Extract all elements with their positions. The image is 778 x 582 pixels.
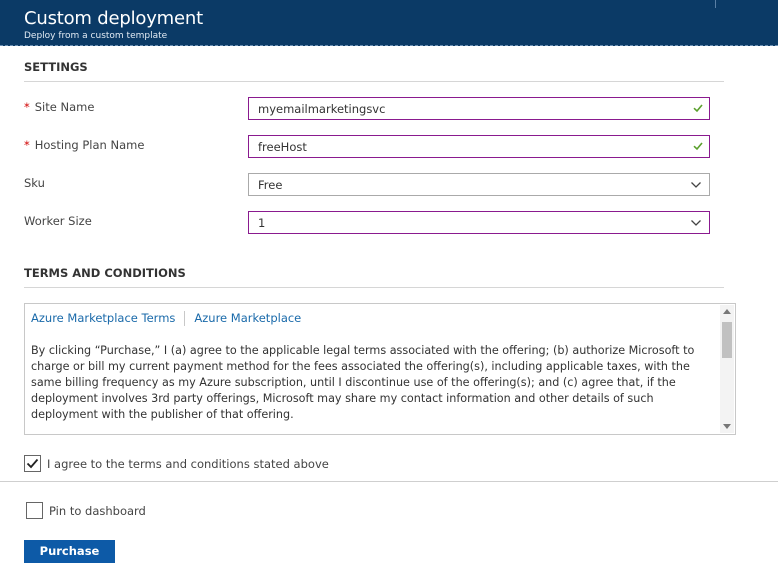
scroll-down-arrow-icon[interactable] (723, 424, 731, 429)
required-marker: * (24, 138, 30, 152)
terms-panel (24, 303, 736, 435)
tab-azure-marketplace[interactable]: Azure Marketplace (194, 311, 302, 325)
chevron-down-icon (691, 180, 701, 190)
hosting-plan-name-label: * Hosting Plan Name (24, 138, 145, 152)
chevron-down-icon (691, 218, 701, 228)
agree-terms-checkbox[interactable] (24, 455, 41, 472)
terms-text: By clicking “Purchase,” I (a) agree to the applicable legal terms associated with the offering; (b) authorize Microsoft to charge or bill my current payment method for the fees associated the offering(s), including applicable taxes, with the same billing frequency as my Azure subscription, until I discontinue use of the offering(s); and (c) agree that, if the deployment involves 3rd party offerings, Microsoft may share my contact information and other details of such deployment with the publisher of that offering. (31, 344, 695, 421)
worker-size-label: Worker Size (24, 214, 92, 228)
tab-divider (184, 311, 185, 326)
scroll-thumb[interactable] (722, 322, 732, 358)
hosting-plan-name-input[interactable]: freeHost (248, 135, 710, 158)
terms-tabs (31, 311, 301, 326)
required-marker: * (24, 100, 30, 114)
page-subtitle: Deploy from a custom template (24, 31, 168, 41)
checkmark-icon (26, 457, 39, 470)
site-name-input[interactable]: myemailmarketingsvc (248, 97, 710, 120)
terms-section-title: TERMS AND CONDITIONS (24, 266, 186, 280)
pin-to-dashboard-label: Pin to dashboard (49, 504, 146, 518)
footer-divider (0, 481, 778, 482)
tab-azure-marketplace-terms[interactable]: Azure Marketplace Terms (31, 311, 176, 325)
agree-terms-label: I agree to the terms and conditions stated above (47, 457, 329, 471)
sku-select[interactable]: Free (248, 173, 710, 196)
terms-divider (24, 287, 724, 288)
worker-size-select[interactable]: 1 (248, 211, 710, 234)
valid-check-icon (693, 141, 703, 151)
scroll-up-arrow-icon[interactable] (723, 309, 731, 314)
header-separator (715, 0, 716, 8)
page-title: Custom deployment (24, 8, 203, 29)
valid-check-icon (693, 103, 703, 113)
settings-divider (24, 81, 724, 82)
sku-label: Sku (24, 176, 45, 190)
site-name-label: * Site Name (24, 100, 95, 114)
pin-to-dashboard-checkbox[interactable] (26, 502, 43, 519)
blade-header (0, 0, 778, 46)
settings-section-title: SETTINGS (24, 60, 88, 74)
terms-scrollbar[interactable] (720, 305, 734, 433)
purchase-button[interactable]: Purchase (24, 540, 115, 563)
